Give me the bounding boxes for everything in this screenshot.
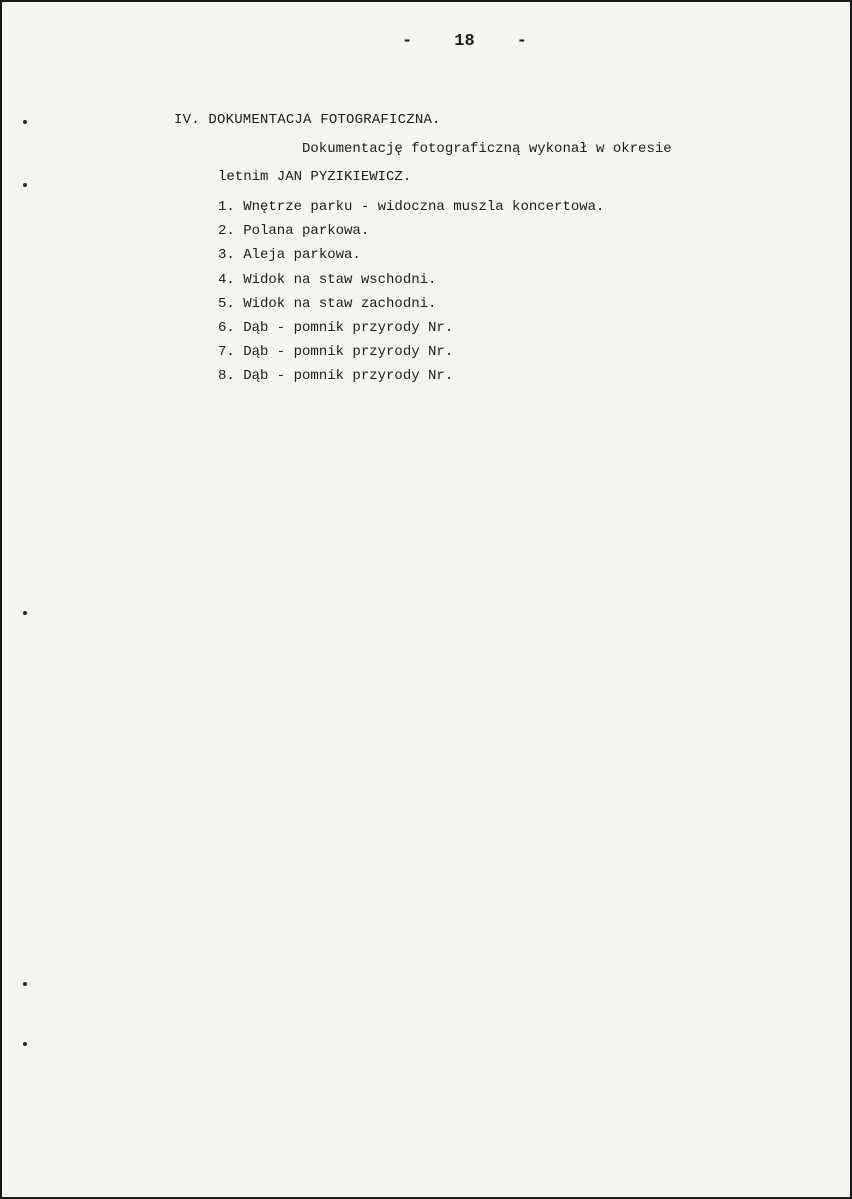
list-item: 1. Wnętrze parku - widoczna muszla koncertowa. xyxy=(218,199,605,215)
page-number-left-dash: - xyxy=(402,32,413,51)
intro-line-2: letnim JAN PYZIKIEWICZ. xyxy=(218,169,412,185)
photo-list xyxy=(218,195,604,389)
page-number-right-dash: - xyxy=(516,32,527,51)
list-item: 2. Polana parkowa. xyxy=(218,223,370,240)
list-item: 6. Dąb - pomnik przyrody Nr. xyxy=(218,319,454,336)
page-number-value: 18 xyxy=(454,32,475,51)
binding-hole-mark xyxy=(23,982,27,986)
section-intro xyxy=(218,135,778,191)
list-item: 3. Aleja parkowa. xyxy=(218,247,361,264)
binding-hole-mark xyxy=(23,120,27,124)
section-heading: IV. DOKUMENTACJA FOTOGRAFICZNA. xyxy=(174,112,441,128)
list-item: 5. Widok na staw zachodni. xyxy=(218,295,437,312)
binding-hole-mark xyxy=(23,183,27,187)
binding-hole-mark xyxy=(23,1042,27,1046)
intro-line-1: Dokumentację fotograficzną wykonał w okresie xyxy=(302,141,672,157)
page-number xyxy=(402,32,527,51)
list-item: 4. Widok na staw wschodni. xyxy=(218,271,437,288)
binding-hole-mark xyxy=(23,611,27,615)
list-item: 7. Dąb - pomnik przyrody Nr. xyxy=(218,344,454,361)
list-item: 8. Dąb - pomnik przyrody Nr. xyxy=(218,368,454,385)
